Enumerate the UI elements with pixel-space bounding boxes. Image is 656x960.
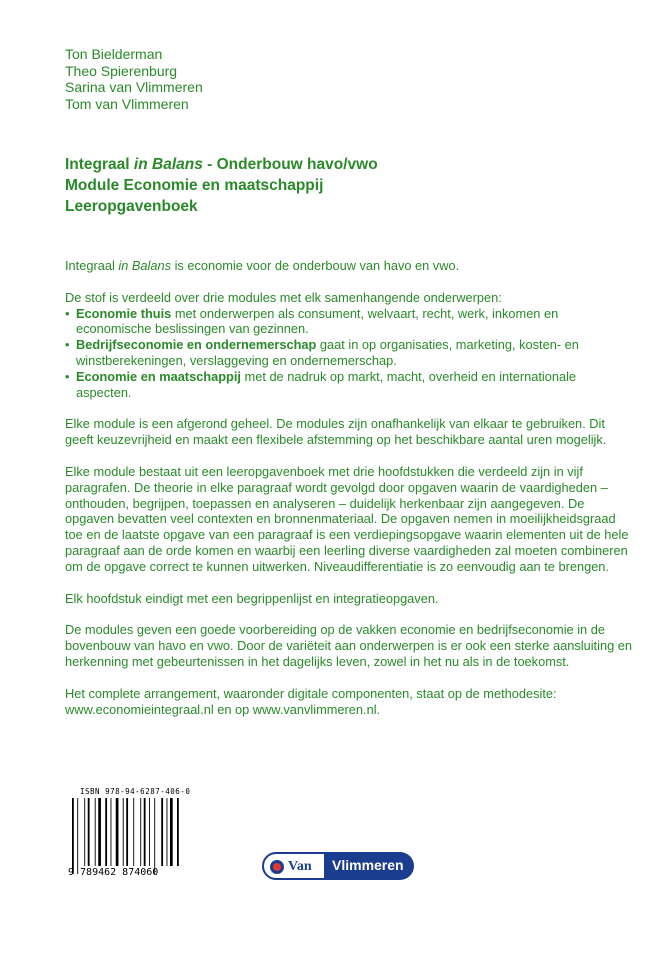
list-item: • Economie thuis met onderwerpen als consument, welvaart, recht, werk, inkomen en economische beslissingen van gezinnen. [65, 305, 559, 337]
series-title: Integraal in Balans - Onderbouw havo/vwo [65, 156, 378, 173]
author-name: Sarina van Vlimmeren [65, 79, 203, 95]
barcode-bar [149, 798, 150, 866]
isbn-label: ISBN 978-94-6287-406-0 [80, 787, 191, 796]
authors-block [65, 46, 203, 112]
barcode-bar [98, 798, 101, 866]
barcode-bar [161, 798, 163, 866]
barcode-bar [77, 798, 78, 874]
barcode-bar [167, 798, 168, 866]
paragraph: Elke module is een afgerond geheel. De modules zijn onafhankelijk van elkaar te gebruiken. Dit geeft keuzevrijheid en maakt een flexibele afstemming op het beschikbare aantal uren mogelijk. [65, 416, 607, 448]
list-item: • Economie en maatschappij met de nadruk op markt, macht, overheid en internationale aspecten. [65, 368, 577, 400]
author-name: Tom van Vlimmeren [65, 95, 189, 112]
barcode-bar [88, 798, 90, 866]
author-name: Ton Bielderman [65, 46, 163, 62]
logo-text-vlimmeren: Vlimmeren [332, 857, 404, 873]
barcode-bar [140, 798, 141, 866]
list-item: • Bedrijfseconomie en ondernemerschap gaat in op organisaties, marketing, kosten- en winstberekeningen, verslaggeving en ondernemerschap. [65, 337, 579, 368]
paragraph: Elk hoofdstuk eindigt met een begrippenlijst en integratieopgaven. [65, 590, 439, 606]
globe-icon [270, 860, 284, 874]
barcode-bar [154, 798, 155, 874]
barcode-bar [84, 798, 85, 866]
barcode-bar [177, 798, 179, 866]
barcode-bar [144, 798, 146, 866]
intro-paragraph: Integraal in Balans is economie voor de onderbouw van havo en vwo. [65, 258, 460, 273]
paragraph: Het complete arrangement, waaronder digitale componenten, staat op de methodesite: www.economieintegraal.nl en op www.vanvlimmeren.nl. [65, 685, 557, 717]
barcode-bar [111, 798, 112, 866]
author-name: Theo Spierenburg [65, 62, 178, 79]
barcode-bar [126, 798, 128, 866]
description-text [65, 258, 635, 733]
paragraph: Elke module bestaat uit een leeropgavenboek met drie hoofdstukken die verdeeld zijn in vijf paragrafen. De theorie in elke paragraaf wordt gevolgd door opgaven waarin de vaardigheden – onthouden, begrijpen, toepassen en analyseren – duidelijk herkenbaar zijn aangegeven. De opgaven bevatten veel contexten en bronnenmateriaal. De opgaven nemen in moeilijkheidsgraad toe en de laatste opgave van een paragraaf is een verdiepingsopgave waarin elementen uit de hele paragraaf aan de orde komen en waarbij een leerling diverse vaardigheden zal moeten combineren om de opgave correct te kunnen uitwerken. Niveaudifferentiatie is zo eenvoudig aan te brengen. [65, 463, 629, 574]
paragraph: De modules geven een goede voorbereiding op de vakken economie en bedrijfseconomie in de bovenbouw van havo en vwo. Door de variëteit aan onderwerpen is er ook een sterke aansluiting en herkenning met gebeurtenissen in het dagelijks leven, zowel in het nu als in de toekomst. [65, 622, 632, 669]
module-title: Module Economie en maatschappij [65, 177, 324, 194]
publisher-logo [262, 852, 414, 880]
barcode-bar [123, 798, 124, 866]
modules-intro: De stof is verdeeld over drie modules met elk samenhangende onderwerpen: [65, 289, 502, 305]
barcode-bar [170, 798, 173, 866]
book-type-title: Leeropgavenboek [65, 198, 198, 215]
barcode-digits: 9 789462 874060 [68, 867, 159, 878]
barcode-bar [95, 798, 96, 866]
modules-list [65, 306, 635, 401]
barcode-bars [66, 798, 186, 876]
barcode-bar [116, 798, 119, 866]
barcode-bar [72, 798, 74, 874]
title-block [65, 154, 378, 217]
barcode-bar [133, 798, 134, 866]
logo-text-van: Van [288, 859, 312, 874]
barcode-bar [105, 798, 107, 866]
